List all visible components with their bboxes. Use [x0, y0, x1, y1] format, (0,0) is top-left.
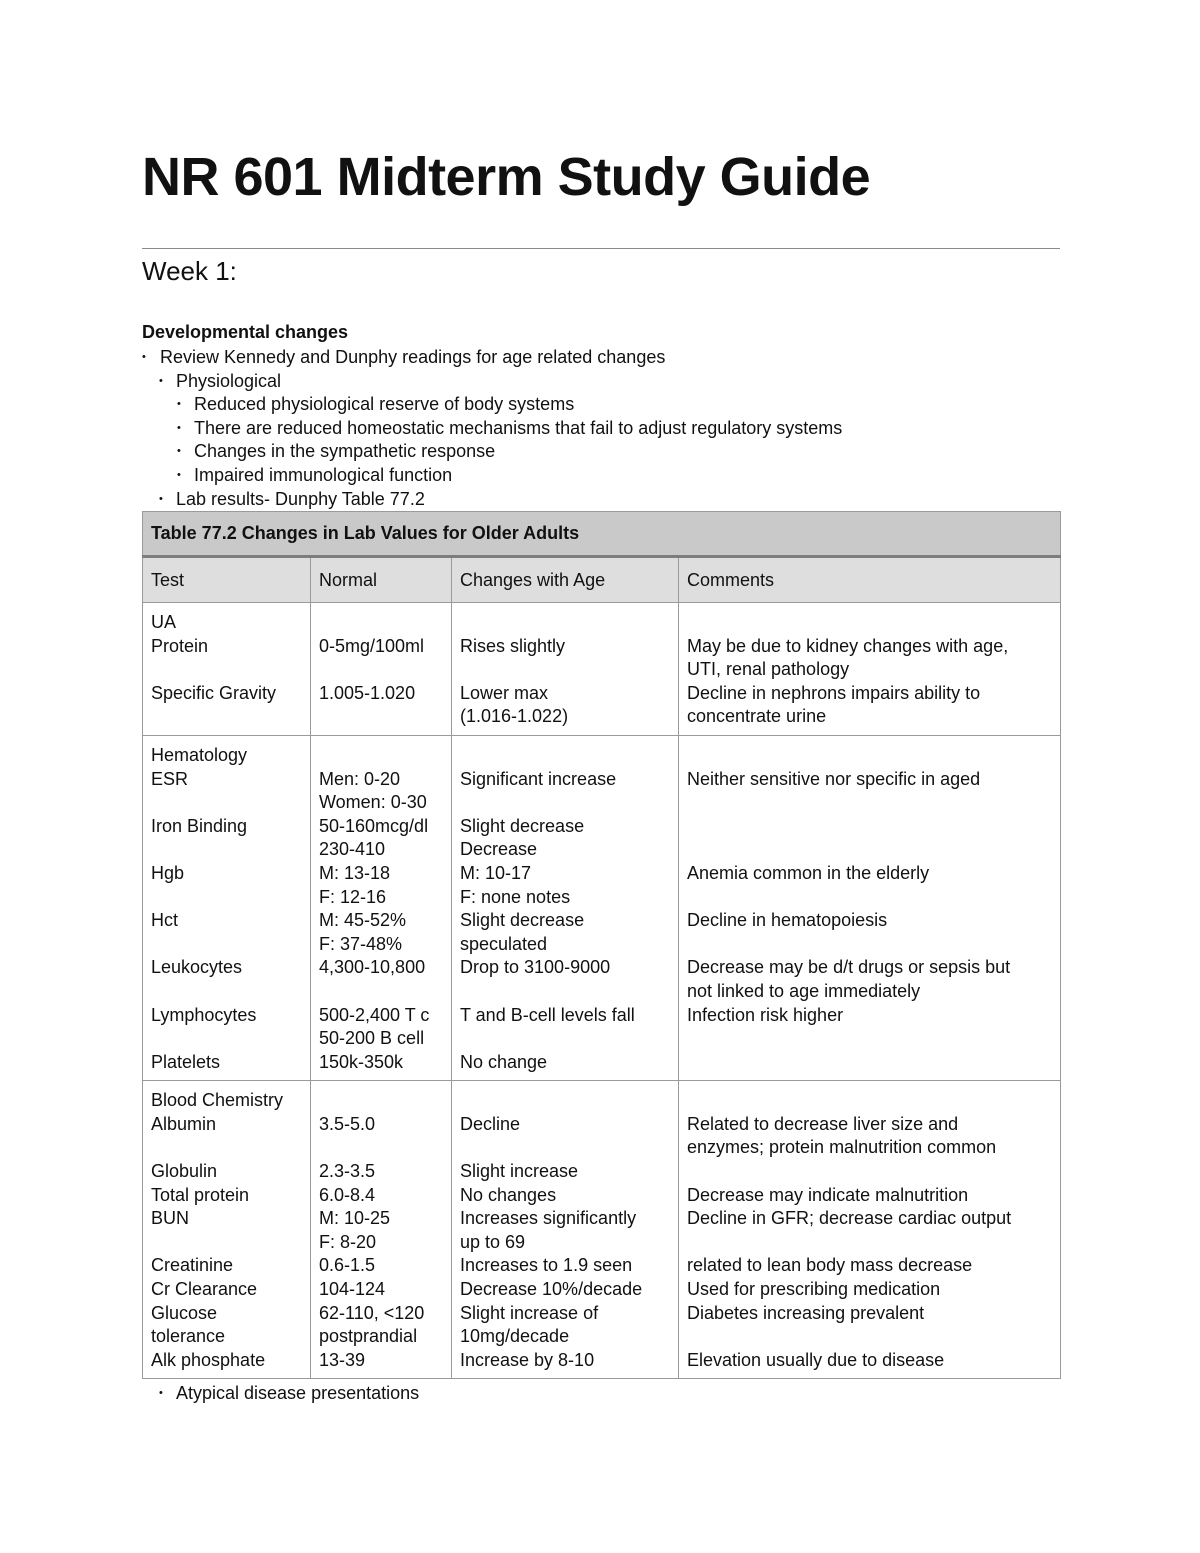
- bullet-item: • Physiological: [142, 370, 842, 394]
- bullet-icon: •: [177, 398, 181, 411]
- cell-test: [143, 1081, 311, 1379]
- cell-line: Leukocytes: [151, 957, 243, 978]
- cell-line: Alk phosphate: [151, 1349, 266, 1370]
- cell-line: 4,300-10,800: [319, 957, 426, 978]
- bullet-list: [142, 346, 842, 511]
- bullet-icon: •: [177, 421, 181, 434]
- cell-line: Used for prescribing medication: [687, 1279, 941, 1300]
- cell-line: [687, 1325, 1052, 1349]
- bullet-icon: •: [177, 445, 181, 458]
- cell-line: [319, 611, 443, 635]
- bullet-icon: •: [142, 351, 146, 363]
- cell-line: 500-2,400 T c: [319, 1004, 430, 1025]
- cell-line: Decline in hematopoiesis: [687, 910, 888, 931]
- cell-line: ESR: [151, 768, 189, 789]
- cell-line: (1.016-1.022): [460, 706, 569, 727]
- cell-line: Slight increase of: [460, 1302, 599, 1323]
- bullet-item: • Lab results- Dunphy Table 77.2: [142, 488, 842, 512]
- cell-line: postprandial: [319, 1326, 418, 1347]
- column-header-normal: Normal: [311, 557, 452, 603]
- cell-normal: [311, 1081, 452, 1379]
- cell-line: Slight decrease: [460, 910, 585, 931]
- cell-line: 3.5-5.0: [319, 1113, 376, 1134]
- cell-line: enzymes; protein malnutrition common: [687, 1137, 997, 1158]
- cell-line: Decline: [460, 1113, 521, 1134]
- table-header-row: [143, 557, 1061, 603]
- cell-line: Decline in GFR; decrease cardiac output: [687, 1208, 1012, 1229]
- table-body: [143, 603, 1061, 1379]
- cell-line: [460, 1136, 670, 1160]
- cell-line: M: 13-18: [319, 862, 391, 883]
- cell-line: Anemia common in the elderly: [687, 862, 930, 883]
- cell-line: Slight decrease: [460, 815, 585, 836]
- cell-test: [143, 603, 311, 736]
- cell-line: Lymphocytes: [151, 1004, 257, 1025]
- cell-line: 104-124: [319, 1279, 386, 1300]
- cell-line: [319, 1136, 443, 1160]
- cell-line: 10mg/decade: [460, 1326, 570, 1347]
- week-heading: Week 1:: [142, 256, 237, 286]
- cell-line: 13-39: [319, 1349, 366, 1370]
- cell-line: 0-5mg/100ml: [319, 635, 425, 656]
- cell-line: Increases significantly: [460, 1208, 637, 1229]
- cell-line: up to 69: [460, 1231, 526, 1252]
- cell-line: [319, 744, 443, 768]
- cell-line: Decrease may be d/t drugs or sepsis but: [687, 957, 1011, 978]
- cell-line: [687, 791, 1052, 815]
- cell-line: 230-410: [319, 839, 386, 860]
- cell-line: F: 37-48%: [319, 933, 403, 954]
- cell-line: [319, 1089, 443, 1113]
- cell-line: Decline in nephrons impairs ability to: [687, 682, 981, 703]
- bullet-icon: •: [159, 492, 163, 505]
- cell-line: Related to decrease liver size and: [687, 1113, 959, 1134]
- cell-line: Hematology: [151, 744, 248, 765]
- cell-line: 50-200 B cell: [319, 1028, 425, 1049]
- bullet-list-after-table: [142, 1381, 419, 1405]
- cell-normal: [311, 603, 452, 736]
- cell-line: No change: [460, 1051, 548, 1072]
- lab-values-table: [142, 511, 1061, 1379]
- bullet-item: • Atypical disease presentations: [159, 1383, 420, 1403]
- cell-test: [143, 735, 311, 1080]
- bullet-item: • Impaired immunological function: [142, 464, 842, 488]
- bullet-item: • Review Kennedy and Dunphy readings for age related changes: [142, 346, 842, 370]
- cell-line: No changes: [460, 1184, 557, 1205]
- cell-line: M: 10-17: [460, 862, 532, 883]
- cell-line: Neither sensitive nor specific in aged: [687, 768, 981, 789]
- cell-line: UA: [151, 612, 177, 632]
- cell-line: [151, 1136, 302, 1160]
- cell-line: Blood Chemistry: [151, 1090, 284, 1111]
- cell-line: Iron Binding: [151, 815, 248, 836]
- cell-line: [151, 791, 302, 815]
- cell-line: [151, 980, 302, 1004]
- cell-line: Women: 0-30: [319, 792, 427, 813]
- cell-line: related to lean body mass decrease: [687, 1255, 973, 1276]
- cell-line: 50-160mcg/dl: [319, 815, 429, 836]
- cell-line: Decrease may indicate malnutrition: [687, 1184, 969, 1205]
- bullet-item: • There are reduced homeostatic mechanisms that fail to adjust regulatory systems: [142, 417, 842, 441]
- cell-line: [687, 1089, 1052, 1113]
- cell-line: not linked to age immediately: [687, 980, 921, 1001]
- section-heading: Developmental changes: [142, 322, 349, 342]
- cell-line: Lower max: [460, 682, 549, 703]
- cell-line: 62-110, <120: [319, 1302, 425, 1323]
- cell-line: Creatinine: [151, 1255, 234, 1276]
- bullet-icon: •: [177, 468, 181, 481]
- cell-line: F: 8-20: [319, 1231, 377, 1252]
- cell-line: Drop to 3100-9000: [460, 957, 611, 978]
- cell-line: [687, 1160, 1052, 1184]
- cell-line: F: 12-16: [319, 886, 387, 907]
- cell-line: Infection risk higher: [687, 1004, 844, 1025]
- cell-line: [151, 1231, 302, 1255]
- cell-line: concentrate urine: [687, 706, 827, 727]
- cell-line: Increases to 1.9 seen: [460, 1255, 633, 1276]
- cell-line: [460, 611, 670, 635]
- cell-line: [151, 838, 302, 862]
- cell-line: Increase by 8-10: [460, 1349, 595, 1370]
- cell-line: [460, 1089, 670, 1113]
- cell-line: Total protein: [151, 1184, 250, 1205]
- cell-line: M: 10-25: [319, 1208, 391, 1229]
- cell-line: [460, 1027, 670, 1051]
- table-caption: Table 77.2 Changes in Lab Values for Older Adults: [143, 512, 1061, 557]
- cell-line: M: 45-52%: [319, 910, 407, 931]
- bullet-item: • Changes in the sympathetic response: [142, 440, 842, 464]
- cell-comments: [679, 1081, 1061, 1379]
- cell-line: [687, 1231, 1052, 1255]
- cell-line: [460, 980, 670, 1004]
- bullet-icon: •: [159, 374, 163, 387]
- cell-line: [460, 791, 670, 815]
- table-row: [143, 1081, 1061, 1379]
- cell-line: Hct: [151, 910, 178, 931]
- cell-line: [460, 744, 670, 768]
- cell-comments: [679, 603, 1061, 736]
- cell-line: [151, 933, 302, 957]
- cell-line: BUN: [151, 1208, 190, 1229]
- cell-line: Men: 0-20: [319, 768, 401, 789]
- column-header-test: Test: [143, 557, 311, 603]
- column-header-changes: Changes with Age: [452, 557, 679, 603]
- cell-line: Specific Gravity: [151, 682, 277, 703]
- cell-line: Glucose: [151, 1302, 218, 1323]
- title-divider: [142, 248, 1060, 249]
- cell-line: F: none notes: [460, 886, 571, 907]
- cell-line: Protein: [151, 635, 209, 656]
- cell-line: Platelets: [151, 1051, 221, 1072]
- cell-line: [460, 658, 670, 682]
- bullet-icon: •: [159, 1387, 163, 1399]
- cell-line: Elevation usually due to disease: [687, 1349, 945, 1370]
- table-row: [143, 735, 1061, 1080]
- cell-line: UTI, renal pathology: [687, 659, 850, 680]
- cell-line: [687, 886, 1052, 910]
- cell-change: [452, 1081, 679, 1379]
- cell-line: Rises slightly: [460, 635, 566, 656]
- cell-line: 150k-350k: [319, 1051, 404, 1072]
- cell-line: [687, 933, 1052, 957]
- cell-line: T and B-cell levels fall: [460, 1004, 635, 1025]
- cell-line: [687, 611, 1052, 635]
- cell-line: Diabetes increasing prevalent: [687, 1302, 925, 1323]
- cell-line: 2.3-3.5: [319, 1161, 376, 1182]
- bullet-item: • Reduced physiological reserve of body systems: [142, 393, 842, 417]
- cell-line: Albumin: [151, 1113, 217, 1134]
- cell-line: [319, 658, 443, 682]
- cell-line: tolerance: [151, 1326, 226, 1347]
- cell-comments: [679, 735, 1061, 1080]
- cell-line: May be due to kidney changes with age,: [687, 635, 1009, 656]
- cell-line: [687, 815, 1052, 839]
- cell-line: Cr Clearance: [151, 1279, 258, 1300]
- column-header-comments: Comments: [679, 557, 1061, 603]
- document-title: NR 601 Midterm Study Guide: [142, 147, 871, 207]
- cell-line: [151, 1027, 302, 1051]
- cell-line: [319, 980, 443, 1004]
- cell-line: [687, 744, 1052, 768]
- cell-line: 1.005-1.020: [319, 682, 416, 703]
- table-row: [143, 603, 1061, 736]
- cell-line: [687, 1051, 1052, 1075]
- cell-change: [452, 735, 679, 1080]
- cell-line: Hgb: [151, 862, 185, 883]
- cell-line: 6.0-8.4: [319, 1184, 376, 1205]
- cell-line: Decrease 10%/decade: [460, 1279, 643, 1300]
- cell-change: [452, 603, 679, 736]
- cell-line: Slight increase: [460, 1161, 579, 1182]
- cell-line: speculated: [460, 933, 548, 954]
- cell-line: [687, 838, 1052, 862]
- cell-line: [151, 886, 302, 910]
- cell-line: Globulin: [151, 1161, 218, 1182]
- cell-line: 0.6-1.5: [319, 1255, 376, 1276]
- cell-normal: [311, 735, 452, 1080]
- cell-line: [151, 658, 302, 682]
- cell-line: Significant increase: [460, 768, 617, 789]
- cell-line: Decrease: [460, 839, 538, 860]
- cell-line: [687, 1027, 1052, 1051]
